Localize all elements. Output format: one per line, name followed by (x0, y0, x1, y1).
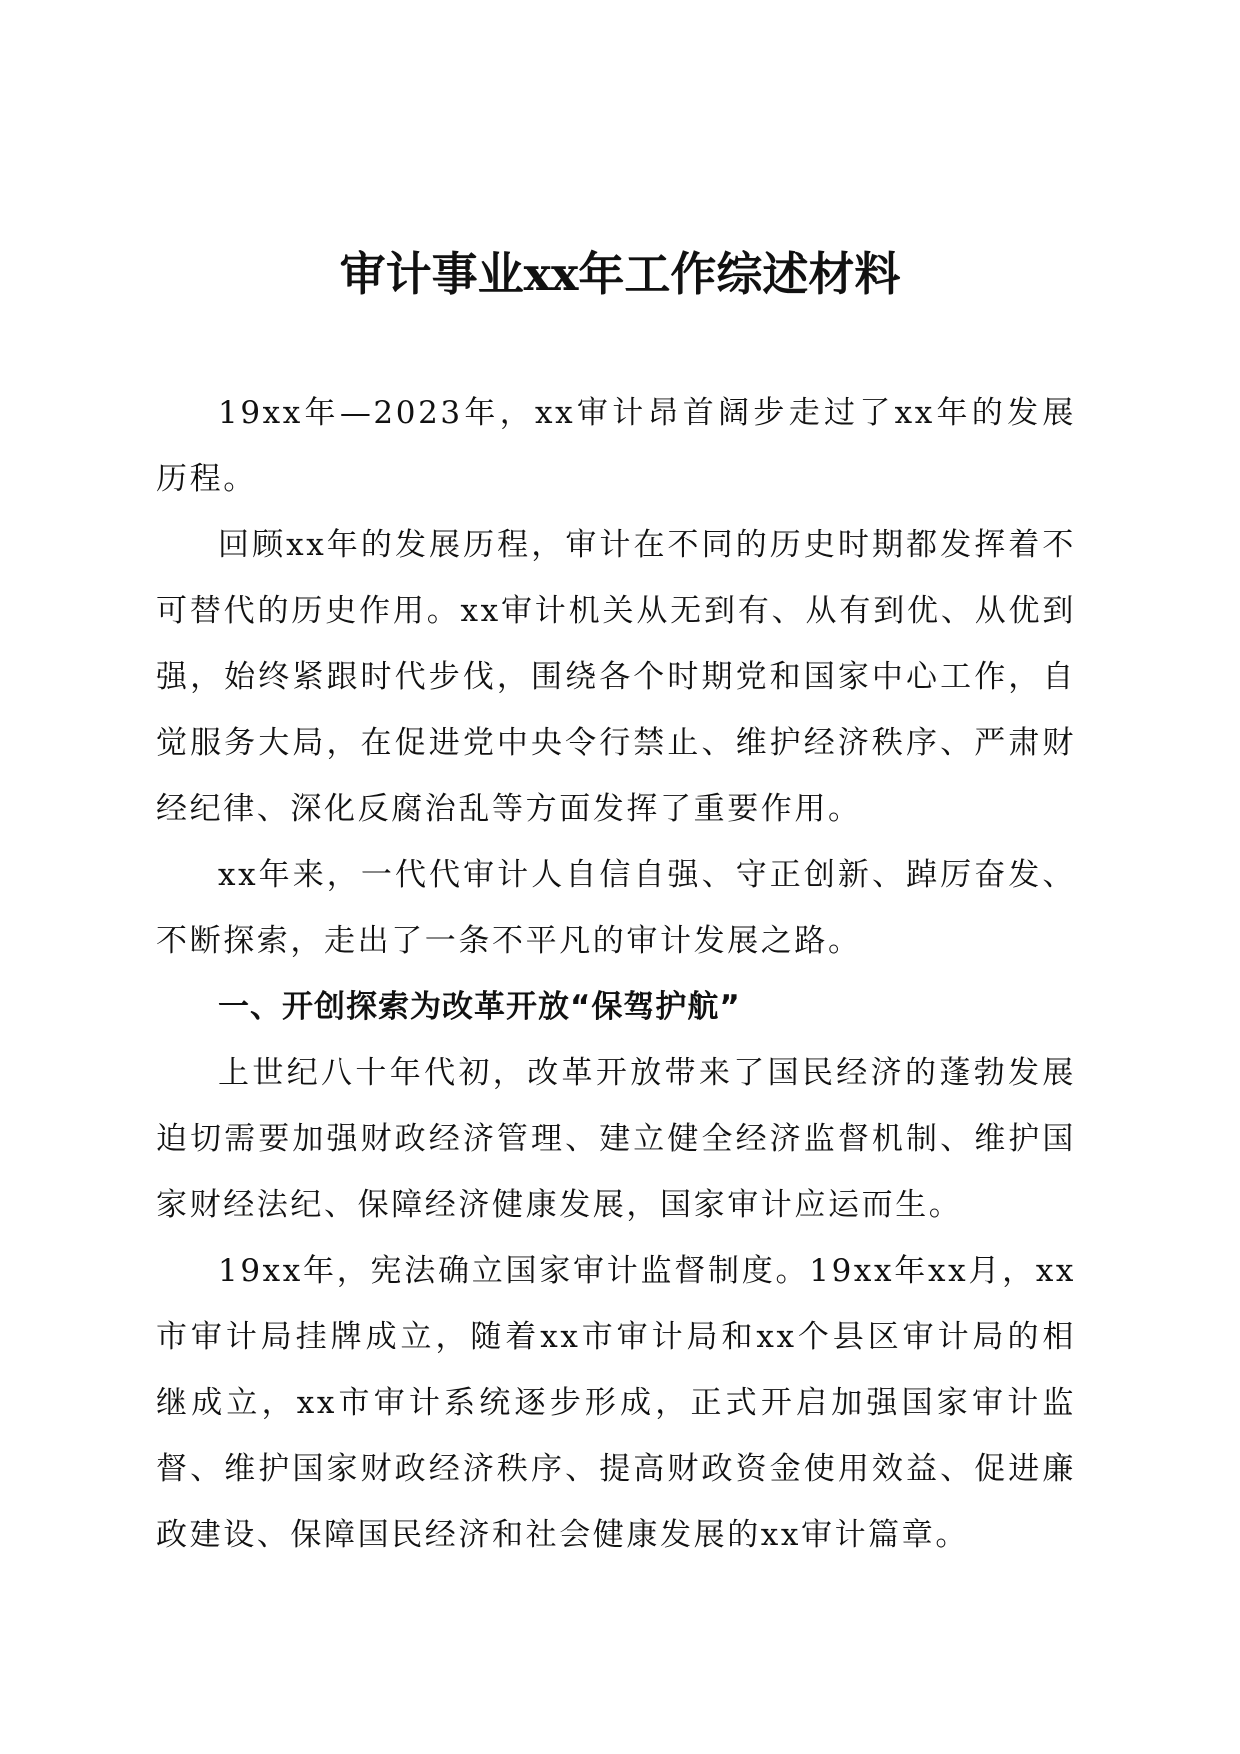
paragraph-1: 19xx年—2023年，xx审计昂首阔步走过了xx年的发展历程。 (156, 395, 1076, 497)
section-paragraph-1: 上世纪八十年代初，改革开放带来了国民经济的蓬勃发展迫切需要加强财政经济管理、建立健全经济监督机制、维护国家财经法纪、保障经济健康发展，国家审计应运而生。 (156, 1055, 1076, 1223)
document-body (156, 380, 1076, 1568)
document-title: 审计事业xx年工作综述材料 (339, 247, 901, 301)
section-heading: 一、开创探索为改革开放“保驾护航” (218, 989, 741, 1025)
section-paragraph-2: 19xx年，宪法确立国家审计监督制度。19xx年xx月，xx市审计局挂牌成立，随着xx市审计局和xx个县区审计局的相继成立，xx市审计系统逐步形成，正式开启加强国家审计监督、维护国家财政经济秩序、提高财政资金使用效益、促进廉政建设、保障国民经济和社会健康发展的xx审计篇章。 (156, 1253, 1076, 1553)
paragraph-3: xx年来，一代代审计人自信自强、守正创新、踔厉奋发、不断探索，走出了一条不平凡的审计发展之路。 (156, 857, 1076, 959)
paragraph-2: 回顾xx年的发展历程，审计在不同的历史时期都发挥着不可替代的历史作用。xx审计机关从无到有、从有到优、从优到强，始终紧跟时代步伐，围绕各个时期党和国家中心工作，自觉服务大局，在促进党中央令行禁止、维护经济秩序、严肃财经纪律、深化反腐治乱等方面发挥了重要作用。 (156, 527, 1076, 827)
